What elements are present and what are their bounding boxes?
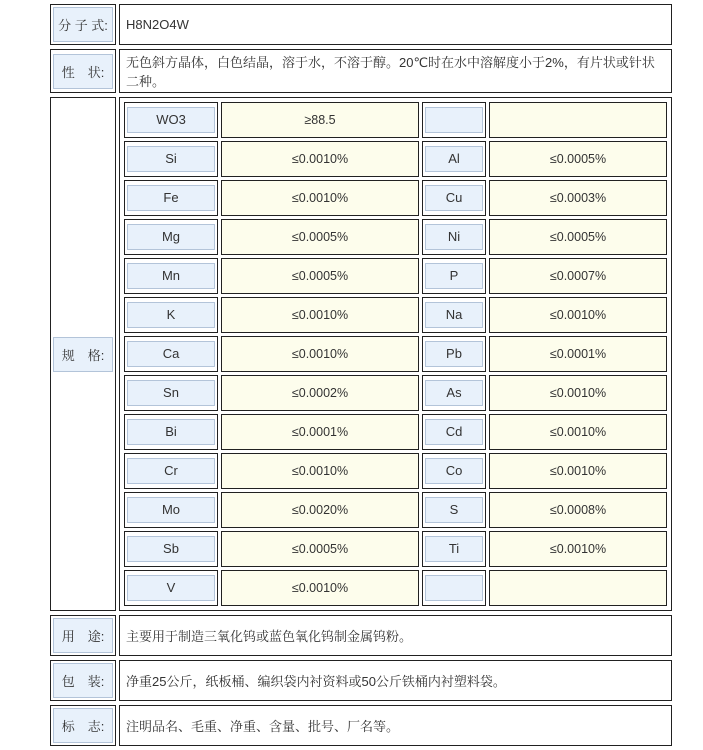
spec-element-cell	[422, 336, 486, 372]
spec-row	[124, 414, 667, 450]
formula-label: 分 子 式:	[53, 7, 113, 42]
spec-element-cell	[422, 492, 486, 528]
spec-label: 规 格:	[53, 337, 113, 372]
row-specifications	[50, 97, 672, 611]
spec-element-cell	[124, 141, 218, 177]
spec-element-cell	[124, 531, 218, 567]
spec-value-cell: ≤0.0005%	[221, 258, 419, 294]
row-usage	[50, 615, 672, 656]
spec-element-cell	[124, 258, 218, 294]
spec-element-box: Si	[127, 146, 215, 172]
spec-content-cell	[119, 97, 672, 611]
spec-value-cell: ≤0.0010%	[489, 414, 667, 450]
spec-value-cell: ≤0.0001%	[221, 414, 419, 450]
spec-value-cell: ≤0.0010%	[489, 375, 667, 411]
spec-element-box: Cu	[425, 185, 483, 211]
spec-value-cell	[489, 570, 667, 606]
packing-label: 包 装:	[53, 663, 113, 698]
spec-value-cell: ≤0.0010%	[489, 453, 667, 489]
spec-element-box: Mo	[127, 497, 215, 523]
spec-element-box: Al	[425, 146, 483, 172]
spec-value-cell: ≤0.0008%	[489, 492, 667, 528]
spec-element-box	[425, 107, 483, 133]
spec-row	[124, 531, 667, 567]
spec-element-box: Cd	[425, 419, 483, 445]
product-spec-sheet	[47, 0, 675, 750]
spec-element-cell	[422, 219, 486, 255]
spec-value-cell: ≤0.0010%	[221, 453, 419, 489]
spec-element-cell	[422, 375, 486, 411]
spec-row	[124, 453, 667, 489]
spec-value-cell: ≤0.0010%	[221, 297, 419, 333]
row-marking	[50, 705, 672, 746]
spec-value-cell: ≤0.0007%	[489, 258, 667, 294]
spec-element-cell	[124, 180, 218, 216]
spec-element-cell	[422, 102, 486, 138]
spec-element-box	[425, 575, 483, 601]
spec-value-cell	[489, 102, 667, 138]
usage-label-cell	[50, 615, 116, 656]
spec-row	[124, 102, 667, 138]
impurity-spec-table-body	[124, 102, 667, 606]
spec-element-cell	[124, 570, 218, 606]
spec-element-box: Pb	[425, 341, 483, 367]
spec-element-cell	[422, 531, 486, 567]
spec-element-box: WO3	[127, 107, 215, 133]
spec-element-cell	[422, 297, 486, 333]
spec-element-cell	[124, 492, 218, 528]
row-packing	[50, 660, 672, 701]
properties-value: 无色斜方晶体，白色结晶，溶于水，不溶于醇。20℃时在水中溶解度小于2%，有片状或针状二种。	[119, 49, 672, 93]
spec-value-cell: ≤0.0005%	[489, 219, 667, 255]
marking-label: 标 志:	[53, 708, 113, 743]
spec-element-cell	[422, 453, 486, 489]
spec-value-cell: ≤0.0010%	[221, 570, 419, 606]
formula-label-cell	[50, 4, 116, 45]
spec-element-box: S	[425, 497, 483, 523]
spec-element-cell	[422, 414, 486, 450]
spec-value-cell: ≤0.0005%	[221, 531, 419, 567]
row-formula	[50, 4, 672, 45]
formula-value: H8N2O4W	[119, 4, 672, 45]
spec-value-cell: ≤0.0003%	[489, 180, 667, 216]
spec-element-box: Bi	[127, 419, 215, 445]
spec-element-cell	[124, 297, 218, 333]
spec-element-cell	[124, 414, 218, 450]
spec-row	[124, 492, 667, 528]
spec-element-box: Mg	[127, 224, 215, 250]
spec-row	[124, 141, 667, 177]
spec-value-cell: ≤0.0005%	[489, 141, 667, 177]
spec-row	[124, 336, 667, 372]
spec-element-box: K	[127, 302, 215, 328]
impurity-spec-table	[121, 99, 670, 609]
spec-element-box: P	[425, 263, 483, 289]
spec-element-box: Ti	[425, 536, 483, 562]
spec-row	[124, 297, 667, 333]
spec-value-cell: ≤0.0005%	[221, 219, 419, 255]
spec-element-box: Ni	[425, 224, 483, 250]
spec-element-box: Co	[425, 458, 483, 484]
usage-label: 用 途:	[53, 618, 113, 653]
spec-value-cell: ≤0.0020%	[221, 492, 419, 528]
packing-label-cell	[50, 660, 116, 701]
spec-row	[124, 219, 667, 255]
spec-value-cell: ≤0.0002%	[221, 375, 419, 411]
spec-value-cell: ≤0.0010%	[489, 297, 667, 333]
usage-value: 主要用于制造三氧化钨或蓝色氧化钨制金属钨粉。	[119, 615, 672, 656]
spec-element-box: Mn	[127, 263, 215, 289]
marking-value: 注明品名、毛重、净重、含量、批号、厂名等。	[119, 705, 672, 746]
properties-label: 性 状:	[53, 54, 113, 89]
spec-element-box: Sb	[127, 536, 215, 562]
spec-element-box: As	[425, 380, 483, 406]
spec-element-cell	[124, 336, 218, 372]
spec-value-cell: ≤0.0010%	[489, 531, 667, 567]
spec-element-box: Cr	[127, 458, 215, 484]
spec-label-cell	[50, 97, 116, 611]
spec-element-cell	[124, 453, 218, 489]
packing-value: 净重25公斤，纸板桶、编织袋内衬资料或50公斤铁桶内衬塑料袋。	[119, 660, 672, 701]
product-spec-table	[47, 0, 675, 750]
marking-label-cell	[50, 705, 116, 746]
spec-value-cell: ≤0.0010%	[221, 336, 419, 372]
spec-value-cell: ≤0.0001%	[489, 336, 667, 372]
spec-element-cell	[124, 219, 218, 255]
spec-element-cell	[124, 102, 218, 138]
spec-element-cell	[422, 570, 486, 606]
spec-value-cell: ≥88.5	[221, 102, 419, 138]
spec-row	[124, 180, 667, 216]
spec-element-box: Na	[425, 302, 483, 328]
spec-element-box: V	[127, 575, 215, 601]
spec-element-cell	[124, 375, 218, 411]
spec-element-cell	[422, 141, 486, 177]
spec-row	[124, 570, 667, 606]
spec-element-box: Sn	[127, 380, 215, 406]
spec-value-cell: ≤0.0010%	[221, 180, 419, 216]
spec-element-box: Ca	[127, 341, 215, 367]
spec-element-box: Fe	[127, 185, 215, 211]
spec-row	[124, 258, 667, 294]
spec-row	[124, 375, 667, 411]
properties-label-cell	[50, 49, 116, 93]
spec-element-cell	[422, 258, 486, 294]
spec-element-cell	[422, 180, 486, 216]
spec-value-cell: ≤0.0010%	[221, 141, 419, 177]
row-properties	[50, 49, 672, 93]
